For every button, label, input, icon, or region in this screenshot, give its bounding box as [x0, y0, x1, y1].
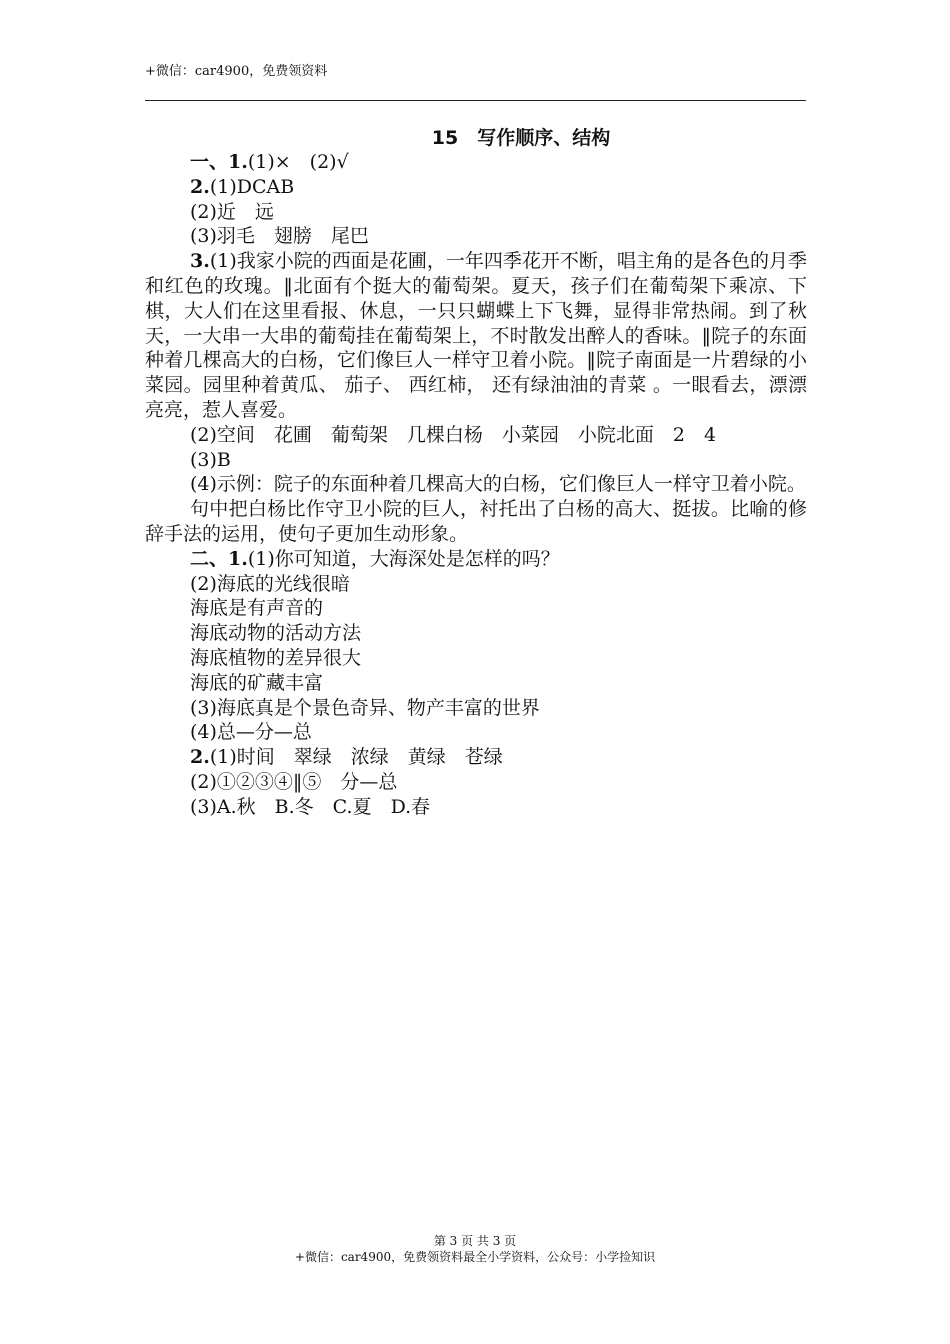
- answer-line: 海底的矿藏丰富: [190, 671, 324, 694]
- answer-paragraph: (4)示例：院子的东面种着几棵高大的白杨，它们像巨人一样守卫着小院。: [190, 473, 806, 496]
- answer-line: 海底是有声音的: [190, 597, 324, 620]
- answer-line: (3)B: [190, 448, 231, 471]
- answer-paragraph: 句中把白杨比作守卫小院的巨人，衬托出了白杨的高大、挺拔。比喻的修辞手法的运用，使句子更加生动形象。: [145, 498, 807, 545]
- answer-text: (1)你可知道，大海深处是怎样的吗？: [247, 547, 560, 570]
- question-label: 3.: [190, 250, 210, 273]
- header-divider: [145, 100, 806, 101]
- section-label: 二、1.: [190, 547, 248, 570]
- answer-paragraph: [145, 249, 807, 423]
- answer-line: (2)近 远: [190, 200, 274, 223]
- section-label: 一、1.: [190, 151, 248, 173]
- answer-line: [145, 150, 807, 175]
- answer-text: (1)时间 翠绿 浓绿 黄绿 苍绿: [209, 746, 503, 769]
- question-label: 2.: [190, 175, 210, 198]
- answer-content: [145, 150, 807, 820]
- answer-line: [145, 175, 807, 200]
- question-label: 2.: [190, 746, 210, 769]
- answer-line: 海底植物的差异很大: [190, 646, 362, 669]
- answer-line: (4)总—分—总: [190, 721, 312, 744]
- page-title: [0, 126, 950, 150]
- header-text: +微信：car4900，免费领资料: [145, 64, 328, 79]
- answer-line: (3)海底真是个景色奇异、物产丰富的世界: [190, 696, 540, 719]
- page-title-text: 15 写作顺序、结构: [431, 127, 611, 149]
- answer-line: [145, 547, 807, 572]
- answer-text: (1)× (2)√: [247, 151, 349, 173]
- answer-text: (1)我家小院的西面是花圃，一年四季花开不断，唱主角的是各色的月季和红色的玫瑰。‖北面有个挺大的葡萄架。夏天，孩子们在葡萄架下乘凉、下棋，大人们在这里看报、休息，一只只蝴蝶上下飞舞，显得非常热闹。到了秋天，一大串一大串的葡萄挂在葡萄架上，不时散发出醉人的香味。‖院子的东面种着几棵高大的白杨，它们像巨人一样守卫着小院。‖院子南面是一片碧绿的小菜园。园里种着黄瓜、 茄子、 西红柿， 还有绿油油的青菜 。一眼看去，漂漂亮亮，惹人喜爱。: [145, 250, 807, 421]
- answer-line: (2)空间 花圃 葡萄架 几棵白杨 小菜园 小院北面 2 4: [190, 423, 717, 446]
- answer-text: (1)DCAB: [209, 175, 295, 198]
- answer-line: (3)羽毛 翅膀 尾巴: [190, 225, 369, 248]
- footer-note: +微信：car4900，免费领资料最全小学资料，公众号：小学捡知识: [294, 1250, 656, 1264]
- answer-line: (2)①②③④‖⑤ 分—总: [190, 770, 398, 793]
- answer-line: 海底动物的活动方法: [190, 622, 362, 645]
- answer-line: (2)海底的光线很暗: [190, 572, 350, 595]
- answer-line: (3)A.秋 B.冬 C.夏 D.春: [190, 795, 431, 818]
- answer-line: [145, 745, 807, 770]
- page-number: 第 3 页 共 3 页: [433, 1234, 517, 1248]
